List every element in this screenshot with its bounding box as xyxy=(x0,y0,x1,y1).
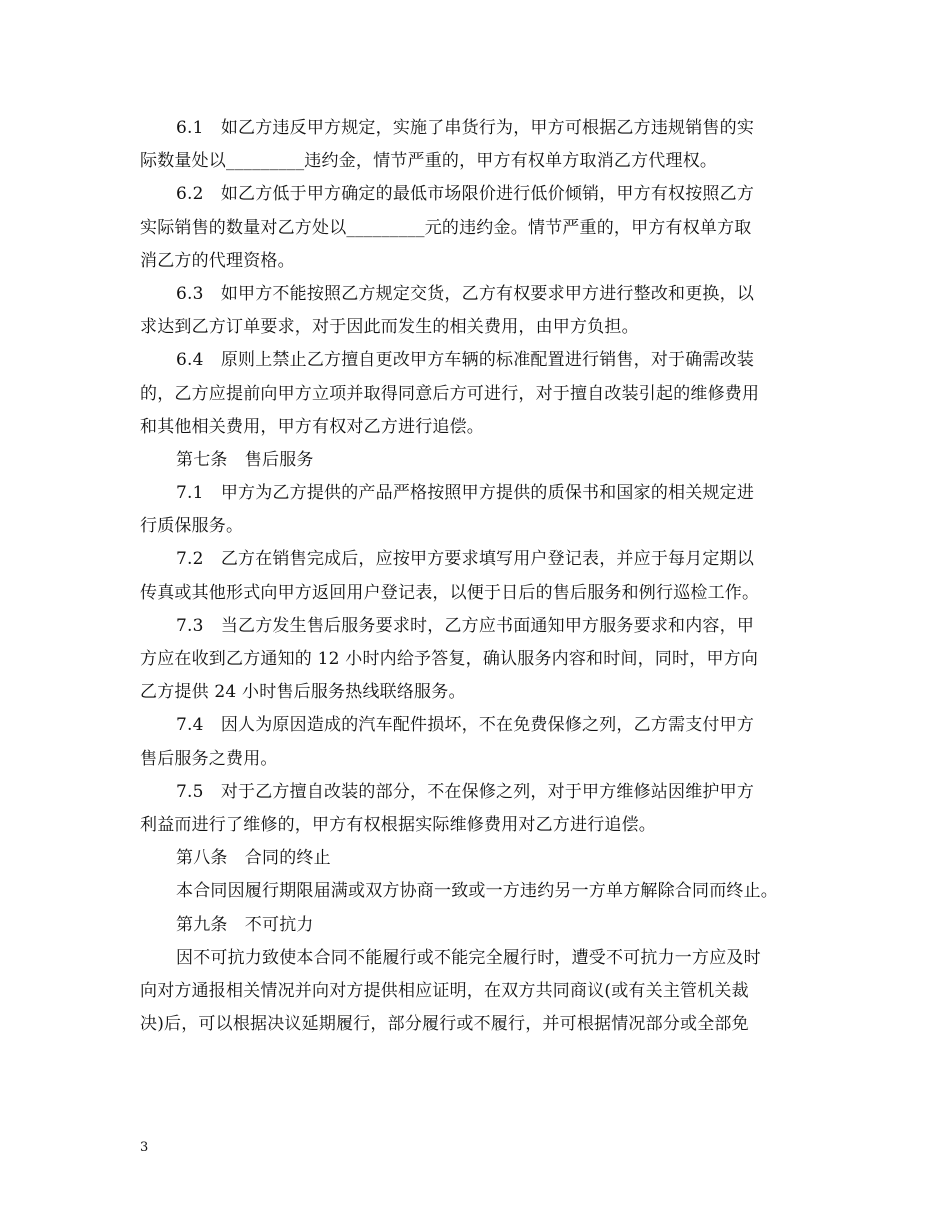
text-line: 乙方提供 24 小时售后服务热线联络服务。 xyxy=(140,682,466,703)
section-heading: 第七条 售后服务 xyxy=(176,449,314,470)
section-heading: 第八条 合同的终止 xyxy=(176,848,331,869)
text-line: 售后服务之费用。 xyxy=(140,748,278,769)
section-heading: 第九条 不可抗力 xyxy=(176,914,314,935)
text-line: 决)后，可以根据决议延期履行，部分履行或不履行，并可根据情况部分或全部免 xyxy=(140,1014,749,1035)
text-line: 向对方通报相关情况并向对方提供相应证明，在双方共同商议(或有关主管机关裁 xyxy=(140,980,749,1001)
text-line: 和其他相关费用，甲方有权对乙方进行追偿。 xyxy=(140,416,484,437)
text-line: 7.5 对于乙方擅自改装的部分，不在保修之列，对于甲方维修站因维护甲方 xyxy=(176,781,755,802)
text-line: 因不可抗力致使本合同不能履行或不能完全履行时，遭受不可抗力一方应及时 xyxy=(176,947,761,968)
text-line: 传真或其他形式向甲方返回用户登记表，以便于日后的售后服务和例行巡检工作。 xyxy=(140,582,760,603)
text-line: 7.4 因人为原因造成的汽车配件损坏，不在免费保修之列，乙方需支付甲方 xyxy=(176,715,755,736)
text-line: 6.1 如乙方违反甲方规定，实施了串货行为，甲方可根据乙方违规销售的实 xyxy=(176,118,755,138)
text-line: 实际销售的数量对乙方处以_________元的违约金。情节严重的，甲方有权单方取 xyxy=(140,217,752,238)
text-line: 际数量处以_________违约金，情节严重的，甲方有权单方取消乙方代理权。 xyxy=(140,151,718,172)
page-number: 3 xyxy=(140,1140,149,1155)
text-line: 消乙方的代理资格。 xyxy=(140,250,295,271)
text-line: 6.3 如甲方不能按照乙方规定交货，乙方有权要求甲方进行整改和更换，以 xyxy=(176,283,755,304)
text-line: 6.4 原则上禁止乙方擅自更改甲方车辆的标准配置进行销售，对于确需改装 xyxy=(176,350,755,371)
text-line: 7.1 甲方为乙方提供的产品严格按照甲方提供的质保书和国家的相关规定进 xyxy=(176,483,755,504)
text-line: 的，乙方应提前向甲方立项并取得同意后方可进行，对于擅自改装引起的维修费用 xyxy=(140,383,760,404)
text-line: 本合同因履行期限届满或双方协商一致或一方违约另一方单方解除合同而终止。 xyxy=(176,881,778,902)
document-body xyxy=(140,112,820,1041)
text-line: 行质保服务。 xyxy=(140,516,244,537)
text-line: 求达到乙方订单要求，对于因此而发生的相关费用，由甲方负担。 xyxy=(140,317,639,338)
text-line: 利益而进行了维修的，甲方有权根据实际维修费用对乙方进行追偿。 xyxy=(140,814,656,835)
text-line: 7.3 当乙方发生售后服务要求时，乙方应书面通知甲方服务要求和内容，甲 xyxy=(176,615,755,636)
text-line: 方应在收到乙方通知的 12 小时内给予答复，确认服务内容和时间，同时，甲方向 xyxy=(140,649,759,669)
text-line: 7.2 乙方在销售完成后，应按甲方要求填写用户登记表，并应于每月定期以 xyxy=(176,549,755,570)
text-line: 6.2 如乙方低于甲方确定的最低市场限价进行低价倾销，甲方有权按照乙方 xyxy=(176,184,755,205)
